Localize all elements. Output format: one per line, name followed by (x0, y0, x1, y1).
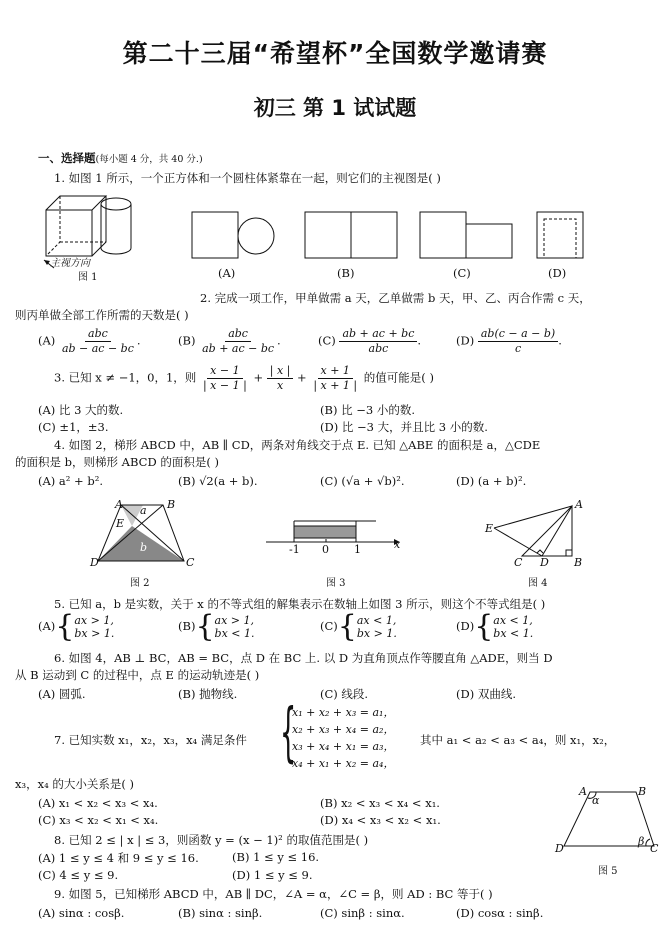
fig2-label-c: C (186, 556, 195, 569)
q4-option-c: (C) (√a + √b)². (320, 474, 405, 488)
q3-post: 的值可能是( ) (363, 370, 434, 385)
fig3-tick-0: 0 (322, 543, 329, 556)
q1-option-a-label: (A) (218, 266, 236, 280)
q1-option-d-label: (D) (548, 266, 567, 280)
q3-stem: 3. 已知 x ≠ −1，0，1，则 $\frac{x - 1}{| x - 1 |}$ + $\frac{| x |}{x}$ + $\frac{x + 1}{| x + 1 |}$ 的值可能是( ) (54, 364, 434, 392)
q2-c-num: ab + ac + bc (339, 327, 417, 342)
q7-option-c: (C) x₃ < x₂ < x₁ < x₄. (38, 813, 159, 827)
q5-a-l1: ax > 1, (74, 614, 114, 627)
fig4-label-d: D (540, 556, 549, 569)
q1-option-d-drawing (537, 210, 587, 260)
q7-system (292, 704, 394, 772)
fig4-label-b: B (574, 556, 583, 569)
q3-f1-den: | x − 1 | (202, 379, 247, 392)
page-title: 第二十三届“希望杯”全国数学邀请赛 (122, 39, 548, 68)
q2-a-den: ab − ac − bc (61, 342, 134, 355)
q1-option-c-drawing (420, 210, 520, 260)
q2-b-den: ab + ac − bc (202, 342, 275, 355)
q2-d-label: (D) (456, 333, 475, 348)
q9-option-d: (D) cosα : sinβ. (456, 906, 544, 920)
fig5-label-b: B (638, 785, 647, 798)
q1-stem: 1. 如图 1 所示，一个正方体和一个圆柱体紧靠在一起，则它们的主视图是( ) (54, 171, 441, 185)
q2-stem-2: 则丙单做全部工作所需的天数是( ) (15, 308, 189, 322)
q4-option-b: (B) √2(a + b). (178, 474, 258, 488)
fig5-label-beta: β (638, 835, 645, 848)
q3-f2-den: x (276, 379, 284, 392)
q3-pre: 3. 已知 x ≠ −1，0，1，则 (54, 370, 197, 385)
q2-a-label: (A) (38, 333, 56, 348)
q6-option-a: (A) 圆弧. (38, 687, 86, 701)
q2-d-num: ab(c − a − b) (478, 327, 558, 342)
fig5-label-a: A (579, 785, 587, 798)
q5-a-label: (A) (38, 619, 56, 633)
q9-stem: 9. 如图 5，已知梯形 ABCD 中，AB ∥ DC，∠A = α，∠C = β，则 AD : BC 等于( ) (54, 887, 493, 901)
q3-f2-num: | x | (267, 364, 294, 379)
q9-option-b: (B) sinα : sinβ. (178, 906, 263, 920)
q8-option-b: (B) 1 ≤ y ≤ 16. (232, 850, 320, 864)
q2-stem: 2. 完成一项工作，甲单做需 a 天，乙单做需 b 天，甲、乙、丙合作需 c 天， (200, 291, 591, 305)
q2-c-den: abc (368, 342, 389, 355)
q5-option-d: (D){ ax < 1, bx < 1. (456, 609, 534, 644)
q9-option-c: (C) sinβ : sinα. (320, 906, 405, 920)
q7-eq1: x₁ + x₂ + x₃ = a₁， (292, 706, 395, 719)
fig5-label-alpha: α (592, 794, 600, 807)
q7-eq2: x₂ + x₃ + x₄ = a₂， (292, 723, 395, 736)
fig2-label-area-a: a (140, 504, 147, 517)
fig2-label-e: E (116, 517, 125, 530)
fig5-label-d: D (555, 842, 564, 855)
q7-pre: 7. 已知实数 x₁，x₂，x₃，x₄ 满足条件 (54, 733, 247, 747)
fig2-label-d: D (90, 556, 99, 569)
fig2-caption: 图 2 (130, 578, 150, 589)
q5-option-a: (A){ ax > 1, bx > 1. (38, 609, 115, 644)
q7-option-b: (B) x₂ < x₃ < x₄ < x₁. (320, 796, 440, 810)
section-title: 一、选择题 (38, 151, 96, 165)
q2-d-den: c (514, 342, 522, 355)
q3-option-a: (A) 比 3 大的数. (38, 403, 124, 417)
section-note: (每小题 4 分，共 40 分.) (95, 154, 203, 165)
q6-option-b: (B) 抛物线. (178, 687, 238, 701)
fig4-label-c: C (514, 556, 523, 569)
fig5-caption: 图 5 (598, 866, 618, 877)
q2-b-label: (B) (178, 333, 196, 348)
q3-option-c: (C) ±1，±3. (38, 420, 109, 434)
view-direction-label: 主视方向 (50, 258, 90, 269)
q3-f3-num: x + 1 (318, 364, 353, 379)
q7-option-a: (A) x₁ < x₂ < x₃ < x₄. (38, 796, 158, 810)
page-subtitle: 初三 第 1 试试题 (253, 96, 417, 120)
fig2-label-a: A (115, 498, 123, 511)
fig4-label-a: A (575, 498, 583, 511)
q1-option-c-label: (C) (453, 266, 471, 280)
fig1-caption: 图 1 (78, 272, 98, 283)
q5-b-l2: bx < 1. (214, 627, 255, 640)
q2-option-b: (B) $\frac{\text{abc}}{ab + ac - bc}$ . (178, 327, 281, 355)
q3-f3-den: | x + 1 | (313, 379, 358, 392)
q1-option-b-drawing (305, 210, 405, 260)
section-heading (38, 150, 203, 166)
q5-d-l2: bx < 1. (493, 627, 534, 640)
fig4-caption: 图 4 (528, 578, 548, 589)
q4-option-a: (A) a² + b². (38, 474, 103, 488)
q5-c-l2: bx > 1. (356, 627, 397, 640)
q7-post: 其中 a₁ < a₂ < a₃ < a₄，则 x₁，x₂， (420, 733, 616, 747)
q4-stem-2: 的面积是 b，则梯形 ABCD 的面积是( ) (15, 455, 219, 469)
q2-option-a: (A) $\frac{\text{abc}}{ab - ac - bc}$ . (38, 327, 141, 355)
q9-option-a: (A) sinα : cosβ. (38, 906, 125, 920)
q7-option-d: (D) x₄ < x₃ < x₂ < x₁. (320, 813, 441, 827)
q5-a-l2: bx > 1. (74, 627, 115, 640)
cube-shape (46, 196, 106, 256)
q5-d-label: (D) (456, 619, 475, 633)
q8-option-d: (D) 1 ≤ y ≤ 9. (232, 868, 313, 882)
q1-option-a-drawing (192, 210, 282, 260)
q4-stem: 4. 如图 2，梯形 ABCD 中，AB ∥ CD，两条对角线交于点 E. 已知 △ABE 的面积是 a，△CDE (54, 438, 541, 452)
q6-option-d: (D) 双曲线. (456, 687, 517, 701)
fig3-axis-x: x (394, 538, 401, 551)
q4-option-d: (D) (a + b)². (456, 474, 527, 488)
q7-stem-2: x₃，x₄ 的大小关系是( ) (15, 777, 134, 791)
fig3-tick-1: 1 (354, 543, 361, 556)
q3-f1-num: x − 1 (207, 364, 242, 379)
fig5-label-c: C (650, 842, 659, 855)
q7-eq4: x₄ + x₁ + x₂ = a₄， (292, 757, 395, 770)
q5-c-l1: ax < 1, (356, 614, 397, 627)
q2-option-d: (D) $\frac{ab(c - a - b)}{c}$ . (456, 327, 562, 355)
q8-option-a: (A) 1 ≤ y ≤ 4 和 9 ≤ y ≤ 16. (38, 851, 199, 865)
fig3-tick-neg1: -1 (289, 543, 300, 556)
fig2-label-area-b: b (140, 541, 148, 554)
q7-eq3: x₃ + x₄ + x₁ = a₃， (292, 740, 395, 753)
fig3-number-line (266, 518, 406, 558)
q5-b-l1: ax > 1, (214, 614, 254, 627)
fig4-label-e: E (485, 522, 494, 535)
q1-option-b-label: (B) (337, 266, 355, 280)
q6-stem: 6. 如图 4，AB ⊥ BC，AB = BC，点 D 在 BC 上. 以 D 为直角顶点作等腰直角 △ADE，则当 D (54, 651, 553, 665)
q2-a-num: abc (85, 327, 111, 342)
fig3-caption: 图 3 (326, 578, 346, 589)
q6-stem-2: 从 B 运动到 C 的过程中，点 E 的运动轨迹是( ) (15, 668, 260, 682)
q5-stem: 5. 已知 a，b 是实数，关于 x 的不等式组的解集表示在数轴上如图 3 所示，则这个不等式组是( ) (54, 597, 546, 611)
q8-stem: 8. 已知 2 ≤ | x | ≤ 3，则函数 y = (x − 1)² 的取值范围是( ) (54, 833, 369, 847)
q5-option-b: (B){ ax > 1, bx < 1. (178, 609, 255, 644)
q5-b-label: (B) (178, 619, 196, 633)
q5-d-l1: ax < 1, (493, 614, 533, 627)
fig4-triangles (486, 498, 586, 564)
q2-option-c: (C) $\frac{ab + ac + bc}{\text{abc}}$ . (318, 327, 422, 355)
q8-option-c: (C) 4 ≤ y ≤ 9. (38, 868, 119, 882)
q2-b-num: abc (225, 327, 251, 342)
q3-option-b: (B) 比 −3 小的数. (320, 403, 415, 417)
q3-option-d: (D) 比 −3 大，并且比 3 小的数. (320, 420, 488, 434)
q7-brace: { (280, 696, 297, 770)
q2-c-label: (C) (318, 333, 336, 348)
fig2-label-b: B (167, 498, 176, 511)
q5-option-c: (C){ ax < 1, bx > 1. (320, 609, 397, 644)
q6-option-c: (C) 线段. (320, 687, 369, 701)
q5-c-label: (C) (320, 619, 338, 633)
